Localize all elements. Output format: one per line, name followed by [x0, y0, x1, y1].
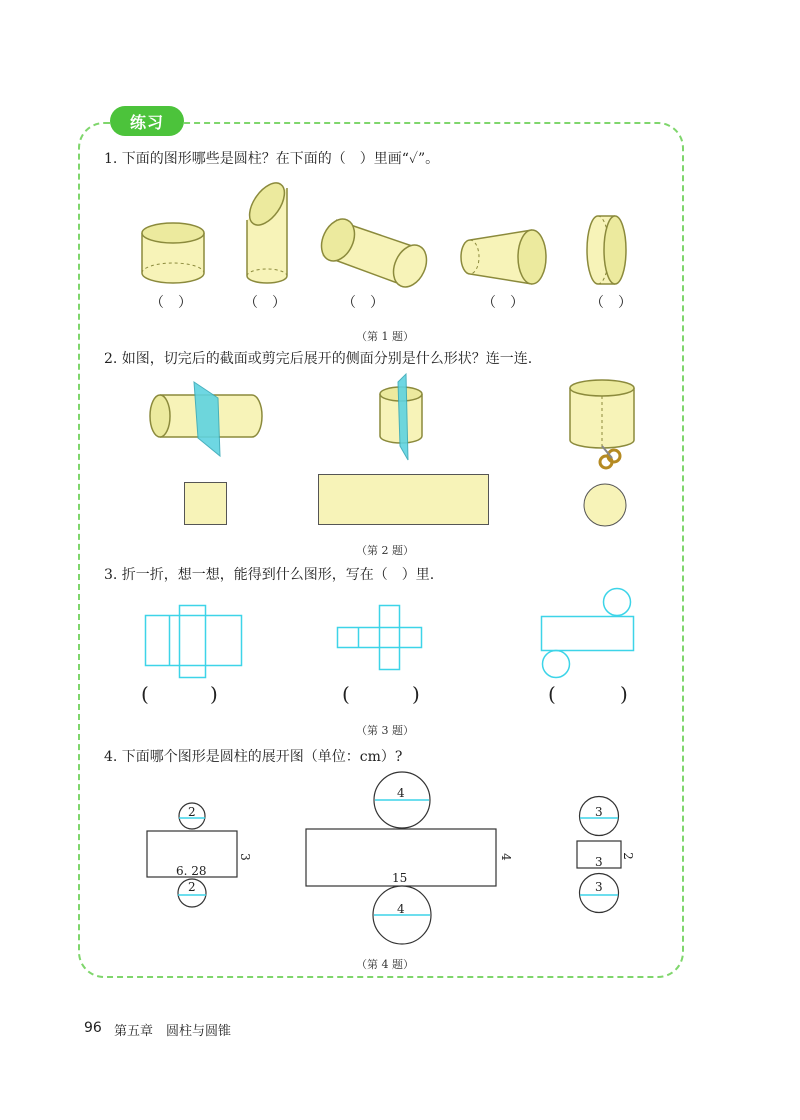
caption-3: （第 3 题） — [356, 724, 414, 737]
page-number: 96 — [84, 1020, 102, 1036]
cylinder-with-scissors — [566, 378, 638, 474]
cylinder-disc — [584, 214, 630, 286]
net-cuboid — [145, 605, 245, 680]
net-c-height-label: 2 — [620, 852, 635, 860]
answer-blank-4[interactable]: （ ） — [482, 295, 524, 311]
cylinder-upright — [138, 218, 208, 286]
cylinder-vertical-cut — [376, 374, 428, 464]
net-a-bottom-label: 2 — [188, 880, 196, 894]
net-cube — [337, 605, 425, 673]
cylinder-tilted — [318, 208, 428, 288]
net-c-bottom-label: 3 — [595, 880, 603, 894]
caption-4: （第 4 题） — [356, 958, 414, 971]
exercise-badge: 练习 — [110, 106, 184, 136]
chapter-title: 第五章 圆柱与圆锥 — [114, 1024, 232, 1039]
blank-3a-close: ) — [210, 682, 218, 706]
question-4: 4. 下面哪个图形是圆柱的展开图（单位：cm）? — [104, 749, 403, 765]
answer-blank-2[interactable]: （ ） — [244, 295, 286, 311]
truncated-cone — [458, 228, 550, 286]
net-c-top-label: 3 — [595, 805, 603, 819]
circle-shape — [582, 482, 628, 528]
net-b-top-label: 4 — [397, 786, 405, 800]
net-option-a — [146, 802, 246, 910]
rectangle-shape — [318, 474, 490, 526]
square-shape — [184, 482, 228, 526]
net-b-bottom-label: 4 — [397, 902, 405, 916]
question-3: 3. 折一折，想一想，能得到什么图形，写在（ ）里. — [104, 567, 435, 583]
answer-blank-5[interactable]: （ ） — [590, 295, 632, 311]
net-c-mid-label: 3 — [595, 855, 603, 869]
net-cylinder — [540, 588, 638, 680]
net-b-width-label: 15 — [392, 871, 408, 885]
net-a-height-label: 3 — [237, 853, 252, 861]
blank-3c-close: ) — [620, 682, 628, 706]
answer-blank-3[interactable]: （ ） — [342, 295, 384, 311]
caption-2: （第 2 题） — [356, 544, 414, 557]
blank-3a-open: ( — [141, 682, 149, 706]
question-2: 2. 如图，切完后的截面或剪完后展开的侧面分别是什么形状？连一连. — [104, 351, 533, 367]
blank-3c-open: ( — [548, 682, 556, 706]
net-b-height-label: 4 — [498, 853, 513, 861]
answer-blank-1[interactable]: （ ） — [150, 295, 192, 311]
net-a-top-label: 2 — [188, 805, 196, 819]
question-1: 1. 下面的图形哪些是圆柱？在下面的（ ）里画“✓”。 — [104, 151, 440, 167]
caption-1: （第 1 题） — [356, 330, 414, 343]
blank-3b-open: ( — [342, 682, 350, 706]
cylinder-horizontal-cut — [146, 376, 262, 458]
cylinder-slanted-top — [244, 178, 292, 288]
net-a-width-label: 6. 28 — [176, 864, 207, 878]
blank-3b-close: ) — [412, 682, 420, 706]
